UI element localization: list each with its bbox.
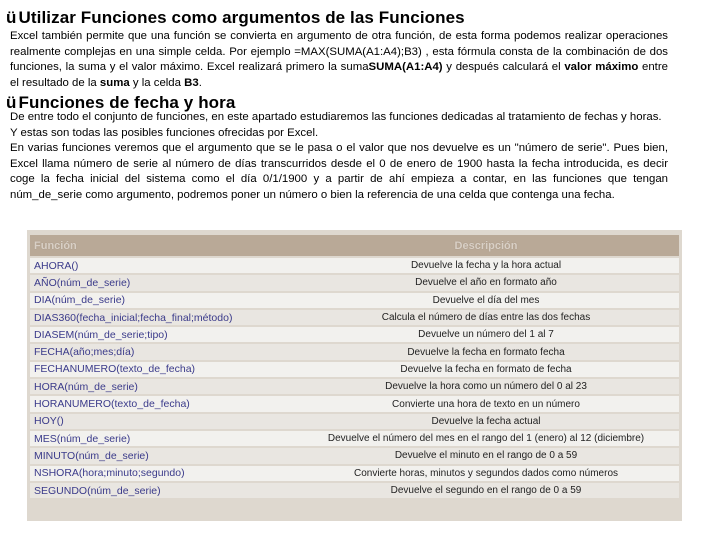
description-cell: Devuelve el número del mes en el rango del 1 (enero) al 12 (diciembre) (293, 431, 679, 446)
function-cell: DIAS360(fecha_inicial;fecha_final;método) (30, 310, 293, 325)
bold-suma: suma (99, 76, 130, 89)
function-cell: AHORA() (30, 258, 293, 273)
section-title: Utilizar Funciones como argumentos de las Funciones (18, 8, 465, 27)
table-row (30, 275, 679, 290)
section-paragraph-functions-as-arguments (10, 29, 668, 91)
description-cell: Devuelve la fecha en formato de fecha (293, 362, 679, 377)
paragraph-text: Excel también permite que una función se convierta en argumento de otra función, de esta forma podemos realizar operaciones realmente complejas en una simple celda. Por ejemplo =MAX(SUMA(A1:A4);B3) , esta fórmula consta de la combinación de dos funciones, la suma y el valor máximo. Excel realizará primero la suma (10, 30, 668, 74)
bold-suma-formula: SUMA(A1:A4) (368, 61, 443, 74)
paragraph-text: y la celda (129, 76, 185, 89)
function-cell: HOY() (30, 414, 293, 429)
description-cell: Devuelve el minuto en el rango de 0 a 59 (293, 448, 679, 463)
description-cell: Devuelve la hora como un número del 0 al 23 (293, 379, 679, 394)
table-row (30, 293, 679, 308)
description-cell: Devuelve el segundo en el rango de 0 a 59 (293, 483, 679, 498)
table-row (30, 362, 679, 377)
paragraph-text: y después calculará el (442, 61, 565, 74)
paragraph-text: . (198, 76, 202, 89)
function-cell: DIASEM(núm_de_serie;tipo) (30, 327, 293, 342)
bold-valor-maximo: valor máximo (564, 61, 639, 74)
table-row (30, 379, 679, 394)
section-heading-functions-as-arguments (6, 8, 465, 28)
table-header-row (30, 235, 679, 256)
function-cell: SEGUNDO(núm_de_serie) (30, 483, 293, 498)
description-cell: Convierte horas, minutos y segundos dados como números (293, 466, 679, 481)
function-cell: AÑO(núm_de_serie) (30, 275, 293, 290)
paragraph-line: Y estas son todas las posibles funciones ofrecidas por Excel. (10, 126, 319, 139)
description-cell: Calcula el número de días entre las dos fechas (293, 310, 679, 325)
header-description: Descripción (293, 235, 679, 256)
description-cell: Convierte una hora de texto en un número (293, 396, 679, 411)
description-cell: Devuelve la fecha actual (293, 414, 679, 429)
table-row (30, 327, 679, 342)
checkmark-icon: ü (6, 8, 17, 27)
section-title: Funciones de fecha y hora (18, 93, 236, 112)
table-row (30, 258, 679, 273)
table-row (30, 466, 679, 481)
function-cell: DIA(núm_de_serie) (30, 293, 293, 308)
date-functions-table (27, 230, 682, 521)
table-row (30, 344, 679, 359)
table-row (30, 310, 679, 325)
table-row (30, 448, 679, 463)
section-paragraph-date-time (10, 110, 668, 204)
function-cell: HORANUMERO(texto_de_fecha) (30, 396, 293, 411)
table-row (30, 396, 679, 411)
function-cell: MES(núm_de_serie) (30, 431, 293, 446)
bold-cell-b3: B3 (184, 76, 199, 89)
paragraph-line: En varias funciones veremos que el argumento que se le pasa o el valor que nos devuelve es un "número de serie". Pues bien, Excel llama número de serie al número de días transcurridos desde el 0 de enero de 1900 hasta la fecha introducida, es decir coge la fecha inicial del sistema como el día 0/1/1900 y a partir de ahí empieza a contar, en las funciones que tengan núm_de_serie como argumento, podremos poner un número o bien la referencia de una celda que contenga una fecha. (10, 142, 668, 201)
paragraph-line: De entre todo el conjunto de funciones, en este apartado estudiaremos las funciones dedicadas al tratamiento de fechas y horas. (10, 111, 662, 123)
paragraph-text: entre el resultado de la (10, 61, 668, 89)
function-cell: FECHA(año;mes;día) (30, 344, 293, 359)
function-cell: HORA(núm_de_serie) (30, 379, 293, 394)
description-cell: Devuelve el año en formato año (293, 275, 679, 290)
function-cell: FECHANUMERO(texto_de_fecha) (30, 362, 293, 377)
table-row (30, 483, 679, 498)
description-cell: Devuelve la fecha en formato fecha (293, 344, 679, 359)
description-cell: Devuelve la fecha y la hora actual (293, 258, 679, 273)
checkmark-icon: ü (6, 93, 17, 112)
header-function: Función (30, 235, 293, 256)
description-cell: Devuelve un número del 1 al 7 (293, 327, 679, 342)
table-row (30, 414, 679, 429)
function-cell: NSHORA(hora;minuto;segundo) (30, 466, 293, 481)
description-cell: Devuelve el día del mes (293, 293, 679, 308)
table-row (30, 431, 679, 446)
function-cell: MINUTO(núm_de_serie) (30, 448, 293, 463)
